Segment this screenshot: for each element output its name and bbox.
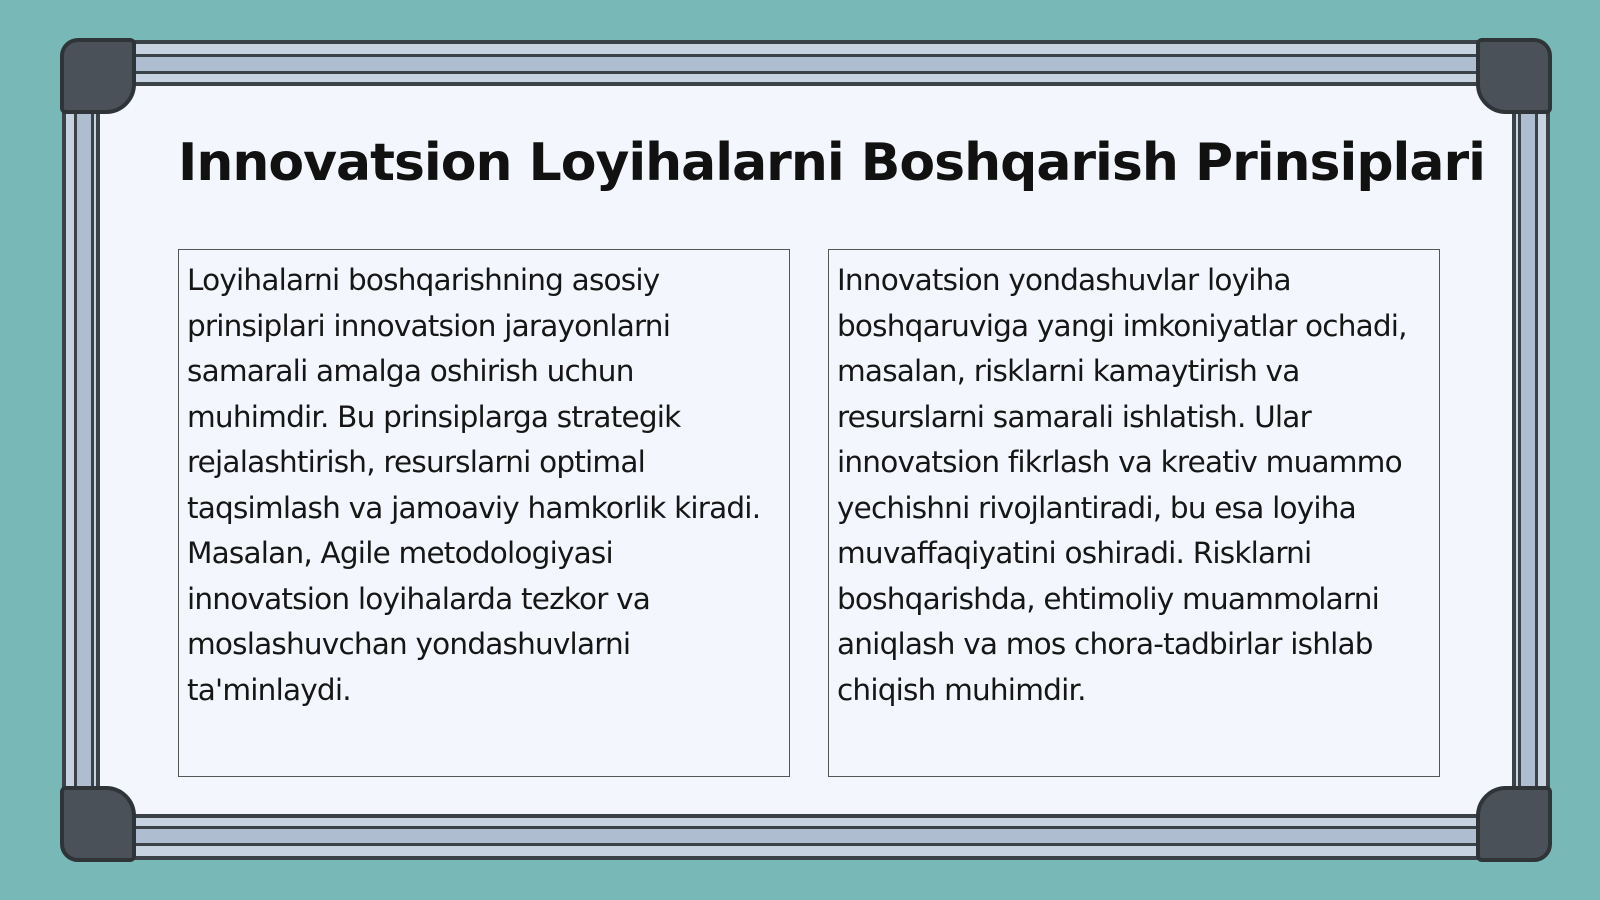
slide-title: Innovatsion Loyihalarni Boshqarish Prinsiplari: [178, 133, 1485, 193]
left-text-box[interactable]: Loyihalarni boshqarishning asosiy prinsiplari innovatsion jarayonlarni samarali amalga oshirish uchun muhimdir. Bu prinsiplarga strategik rejalashtirish, resurslarni optimal taqsimlash va jamoaviy hamkorlik kiradi. Masalan, Agile metodologiyasi innovatsion loyihalarda tezkor va moslashuvchan yondashuvlarni ta'minlaydi.: [178, 249, 790, 777]
frame-rail-left: [74, 74, 94, 826]
right-text-box[interactable]: Innovatsion yondashuvlar loyiha boshqaruviga yangi imkoniyatlar ochadi, masalan, risklarni kamaytirish va resurslarni samarali ishlatish. Ular innovatsion fikrlash va kreativ muammo yechishni rivojlantiradi, bu esa loyiha muvaffaqiyatini oshiradi. Risklarni boshqarishda, ehtimoliy muammolarni aniqlash va mos chora-tadbirlar ishlab chiqish muhimdir.: [828, 249, 1440, 777]
frame-rail-bottom: [96, 826, 1516, 846]
frame-corner-bottom-left: [60, 786, 136, 862]
frame-rail-right: [1518, 74, 1538, 826]
frame-corner-top-right: [1476, 38, 1552, 114]
frame-rail-top: [96, 54, 1516, 74]
frame-corner-top-left: [60, 38, 136, 114]
frame-corner-bottom-right: [1476, 786, 1552, 862]
